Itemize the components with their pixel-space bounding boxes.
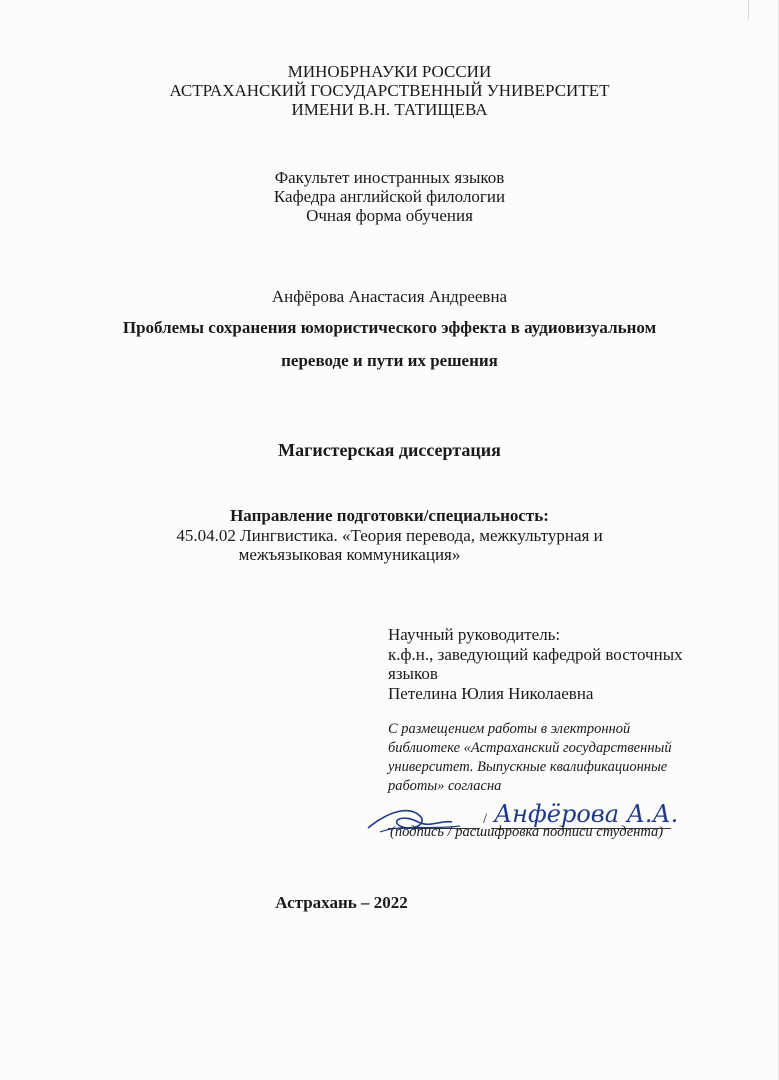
- consent-line-1: С размещением работы в электронной: [388, 721, 631, 737]
- supervisor-degree-line-2: языков: [388, 664, 438, 683]
- work-type: Магистерская диссертация: [278, 440, 501, 460]
- handwritten-decoding-text: Анфёрова А.А.: [494, 800, 679, 828]
- direction-line-2: межъязыковая коммуникация»: [238, 545, 461, 564]
- university-line: АСТРАХАНСКИЙ ГОСУДАРСТВЕННЫЙ УНИВЕРСИТЕТ: [169, 81, 610, 100]
- author-name: Анфёрова Анастасия Андреевна: [271, 287, 508, 306]
- direction-label: Направление подготовки/специальность:: [230, 506, 549, 525]
- signature-separator: /: [483, 811, 488, 827]
- department-line: Кафедра английской филологии: [273, 187, 506, 206]
- city-year: Астрахань – 2022: [275, 893, 408, 912]
- thesis-title-line-2: переводе и пути их решения: [281, 351, 498, 370]
- thesis-title-line-1: Проблемы сохранения юмористического эффекта в аудиовизуальном: [122, 318, 657, 337]
- page-edge: [748, 0, 749, 20]
- named-after-line: ИМЕНИ В.Н. ТАТИЩЕВА: [291, 100, 488, 119]
- supervisor-name: Петелина Юлия Николаевна: [388, 684, 594, 703]
- direction-line-1: 45.04.02 Лингвистика. «Теория перевода, межкультурная и: [176, 526, 603, 545]
- faculty-line: Факультет иностранных языков: [274, 168, 505, 187]
- consent-line-4: работы» согласна: [388, 778, 502, 794]
- study-form-line: Очная форма обучения: [306, 206, 473, 225]
- ministry-line: МИНОБРНАУКИ РОССИИ: [287, 62, 492, 81]
- consent-line-2: библиотеке «Астраханский государственный: [388, 740, 672, 756]
- signature-caption: (подпись / расшифровка подписи студента): [390, 824, 664, 840]
- supervisor-label: Научный руководитель:: [388, 625, 561, 644]
- supervisor-degree-line-1: к.ф.н., заведующий кафедрой восточных: [388, 645, 683, 664]
- consent-line-3: университет. Выпускные квалификационные: [388, 759, 668, 775]
